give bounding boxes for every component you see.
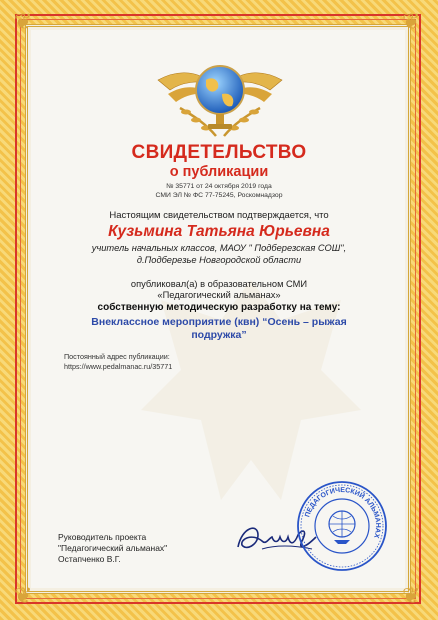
stamp-text: ПЕДАГОГИЧЕСКИЙ АЛЬМАНАХ (304, 486, 382, 539)
official-stamp-icon (296, 480, 388, 572)
certificate-number: № 35771 от 24 октября 2019 года (166, 183, 272, 190)
corner-ornament-icon: ❦ (14, 10, 33, 35)
topic-title-continued: подружка” (191, 329, 247, 341)
address-label: Постоянный адрес публикации: (64, 352, 170, 361)
certificate-subtitle: о публикации (169, 164, 269, 180)
published-text: опубликовал(а) в образовательном СМИ (130, 279, 308, 289)
head-name: Остапченко В.Г. (58, 554, 121, 564)
own-development-text: собственную методическую разработку на тему: (97, 302, 341, 313)
recipient-location: д.Подберезье Новгородской области (136, 255, 302, 265)
registry-info: СМИ ЭЛ № ФС 77-75245, Роскомнадзор (155, 192, 283, 199)
corner-ornament-icon: ❦ (402, 584, 421, 609)
publication-url: https://www.pedalmanac.ru/35771 (64, 362, 173, 371)
globe-emblem-icon (150, 50, 290, 145)
certificate-title: СВИДЕТЕЛЬСТВО (131, 142, 307, 163)
confirm-text: Настоящим свидетельством подтверждается, что (109, 210, 329, 221)
topic-title: Внеклассное мероприятие (квн) “Осень – рыжая (91, 316, 347, 328)
recipient-name: Кузьмина Татьяна Юрьевна (108, 223, 330, 240)
project-name: "Педагогический альманах" (58, 543, 168, 553)
corner-ornament-icon: ❦ (14, 584, 33, 609)
media-name: «Педагогический альманах» (157, 290, 281, 300)
corner-ornament-icon: ❦ (402, 10, 421, 35)
head-title: Руководитель проекта (58, 532, 147, 542)
recipient-position: учитель начальных классов, МАОУ " Подберезская СОШ", (91, 243, 347, 253)
